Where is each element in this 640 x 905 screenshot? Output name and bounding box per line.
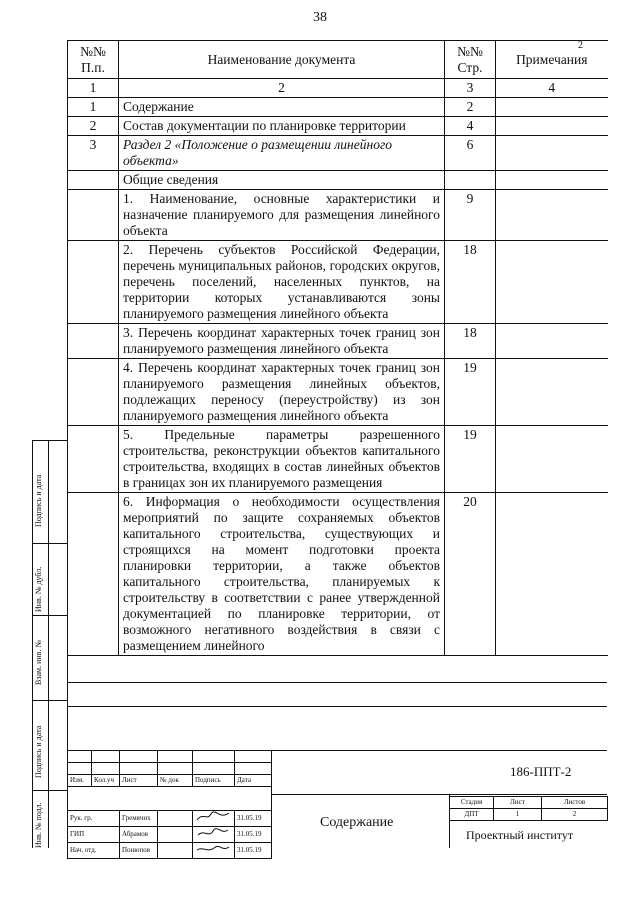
sheet-value: 1: [494, 809, 542, 821]
table-bottom-line: [67, 682, 607, 683]
sheets-header: Листов: [542, 797, 608, 809]
stamp-col-header: Лист: [120, 775, 158, 787]
row-num: [68, 190, 119, 241]
row-name: 4. Перечень координат характерных точек границ зон планируемого размещения линейных объектов, подлежащих переносу (переустройству) из зон планируемого размещения линейного объекта: [119, 359, 445, 426]
colnum-1: 1: [68, 79, 119, 98]
row-note: [496, 493, 608, 656]
row-name: 3. Перечень координат характерных точек границ зон планируемого размещения линейного объекта: [119, 324, 445, 359]
row-note: [496, 324, 608, 359]
sheets-value: 2: [542, 809, 608, 821]
margin-line: [32, 440, 67, 441]
signatory-row: [68, 843, 272, 859]
stage-value: ДПТ: [450, 809, 494, 821]
doc-code: 186-ППТ-2: [510, 764, 572, 779]
table-row: [68, 493, 608, 656]
signatory-row: [68, 811, 272, 827]
table-row: [68, 324, 608, 359]
row-note: [496, 241, 608, 324]
stage-table: [449, 796, 608, 821]
row-note: [496, 426, 608, 493]
margin-label-inv-podl: Инв. № подл.: [34, 802, 43, 848]
row-num: 3: [68, 136, 119, 171]
row-page: 2: [445, 98, 496, 117]
header-name: Наименование документа: [119, 41, 445, 79]
row-num: [68, 359, 119, 426]
stamp-top-line: [271, 750, 607, 751]
signatory-role: Нач. отд.: [68, 843, 120, 859]
colnum-2: 2: [119, 79, 445, 98]
header-page: №№ Стр.: [445, 41, 496, 79]
row-page: 19: [445, 426, 496, 493]
change-record-grid: [67, 750, 272, 787]
table-row: [68, 190, 608, 241]
row-name: 2. Перечень субъектов Российской Федерации, перечень муниципальных районов, городских округов, перечень поселений, населенных пунктов, на территории которых устанавливаются зоны планируемого размещения линейного объекта: [119, 241, 445, 324]
row-name: Раздел 2 «Положение о размещении линейного объекта»: [119, 136, 445, 171]
signatory-date: 31.05.19: [235, 811, 272, 827]
header-note: Примечания: [496, 41, 608, 79]
row-num: [68, 241, 119, 324]
row-name: 5. Предельные параметры разрешенного строительства, реконструкции объектов капитального строительства, входящих в состав линейных объектов в границах зон их планируемого размещения: [119, 426, 445, 493]
margin-line: [32, 700, 67, 701]
row-note: [496, 190, 608, 241]
signature-mark: [193, 827, 235, 843]
row-num: [68, 426, 119, 493]
row-name: Общие сведения: [119, 171, 445, 190]
colnum-4: 4: [496, 79, 608, 98]
signatory-date: 31.05.19: [235, 827, 272, 843]
margin-label-vzam-inv: Взам. инв. №: [34, 639, 43, 685]
stamp-col-header: Дата: [235, 775, 272, 787]
row-page: 19: [445, 359, 496, 426]
signature-mark: [193, 843, 235, 859]
margin-label-inv-dubl: Инв. № дубл.: [34, 566, 43, 612]
row-num: [68, 171, 119, 190]
frame-left-line: [67, 40, 68, 848]
page-number: 38: [313, 10, 327, 25]
margin-inner-line: [48, 440, 49, 848]
margin-line: [32, 543, 67, 544]
margin-label-sign-date: Подпись и дата: [34, 474, 43, 527]
stamp-mid-line: [271, 794, 607, 795]
table-row: [68, 117, 608, 136]
table-row: [68, 241, 608, 324]
signature-mark: [193, 811, 235, 827]
header-num: №№ П.п.: [68, 41, 119, 79]
signatory-role: Рук. гр.: [68, 811, 120, 827]
row-page: 6: [445, 136, 496, 171]
row-page: 4: [445, 117, 496, 136]
row-page: 20: [445, 493, 496, 656]
signatory-role: ГИП: [68, 827, 120, 843]
corner-number: 2: [578, 40, 583, 51]
stamp-col-header: № док: [158, 775, 193, 787]
row-num: [68, 493, 119, 656]
row-page: [445, 171, 496, 190]
row-note: [496, 171, 608, 190]
margin-outer-line: [32, 440, 33, 848]
contents-table: [67, 40, 608, 656]
row-note: [496, 359, 608, 426]
row-note: [496, 117, 608, 136]
signatory-name: Гремячих: [120, 811, 158, 827]
stage-header: Стадия: [450, 797, 494, 809]
signatory-row: [68, 827, 272, 843]
frame-divider: [67, 706, 607, 707]
stamp-col-header: Кол.уч: [92, 775, 120, 787]
row-note: [496, 98, 608, 117]
signatory-name: Абрамов: [120, 827, 158, 843]
row-name: 6. Информация о необходимости осуществления мероприятий по защите сохраняемых объектов капитального строительства, существующих и строящихся на момент подготовки проекта планировки территории, а также объектов капитального строительства, планируемых к строительству в соответствии с ранее утвержденной документацией по планировке территории, от возможного негативного воздействия в связи с размещением линейного: [119, 493, 445, 656]
signatories: [67, 810, 272, 859]
row-num: 2: [68, 117, 119, 136]
table-row: [68, 136, 608, 171]
row-page: 9: [445, 190, 496, 241]
signatory-date: 31.05.19: [235, 843, 272, 859]
margin-line: [32, 790, 67, 791]
margin-line: [32, 615, 67, 616]
row-name: 1. Наименование, основные характеристики и назначение планируемого для размещения линейного объекта: [119, 190, 445, 241]
row-name: Состав документации по планировке территории: [119, 117, 445, 136]
table-row: [68, 359, 608, 426]
stamp-col-header: Изм.: [68, 775, 92, 787]
organization: Проектный институт: [466, 828, 574, 842]
sheet-header: Лист: [494, 797, 542, 809]
margin-label-sign-date-2: Подпись и дата: [34, 725, 43, 778]
stamp-title: Содержание: [320, 815, 394, 830]
table-row: [68, 171, 608, 190]
row-note: [496, 136, 608, 171]
row-num: [68, 324, 119, 359]
row-num: 1: [68, 98, 119, 117]
table-row: [68, 426, 608, 493]
row-page: 18: [445, 324, 496, 359]
stamp-col-header: Подпись: [193, 775, 235, 787]
row-page: 18: [445, 241, 496, 324]
colnum-3: 3: [445, 79, 496, 98]
table-row: [68, 98, 608, 117]
signatory-name: Понюпов: [120, 843, 158, 859]
row-name: Содержание: [119, 98, 445, 117]
